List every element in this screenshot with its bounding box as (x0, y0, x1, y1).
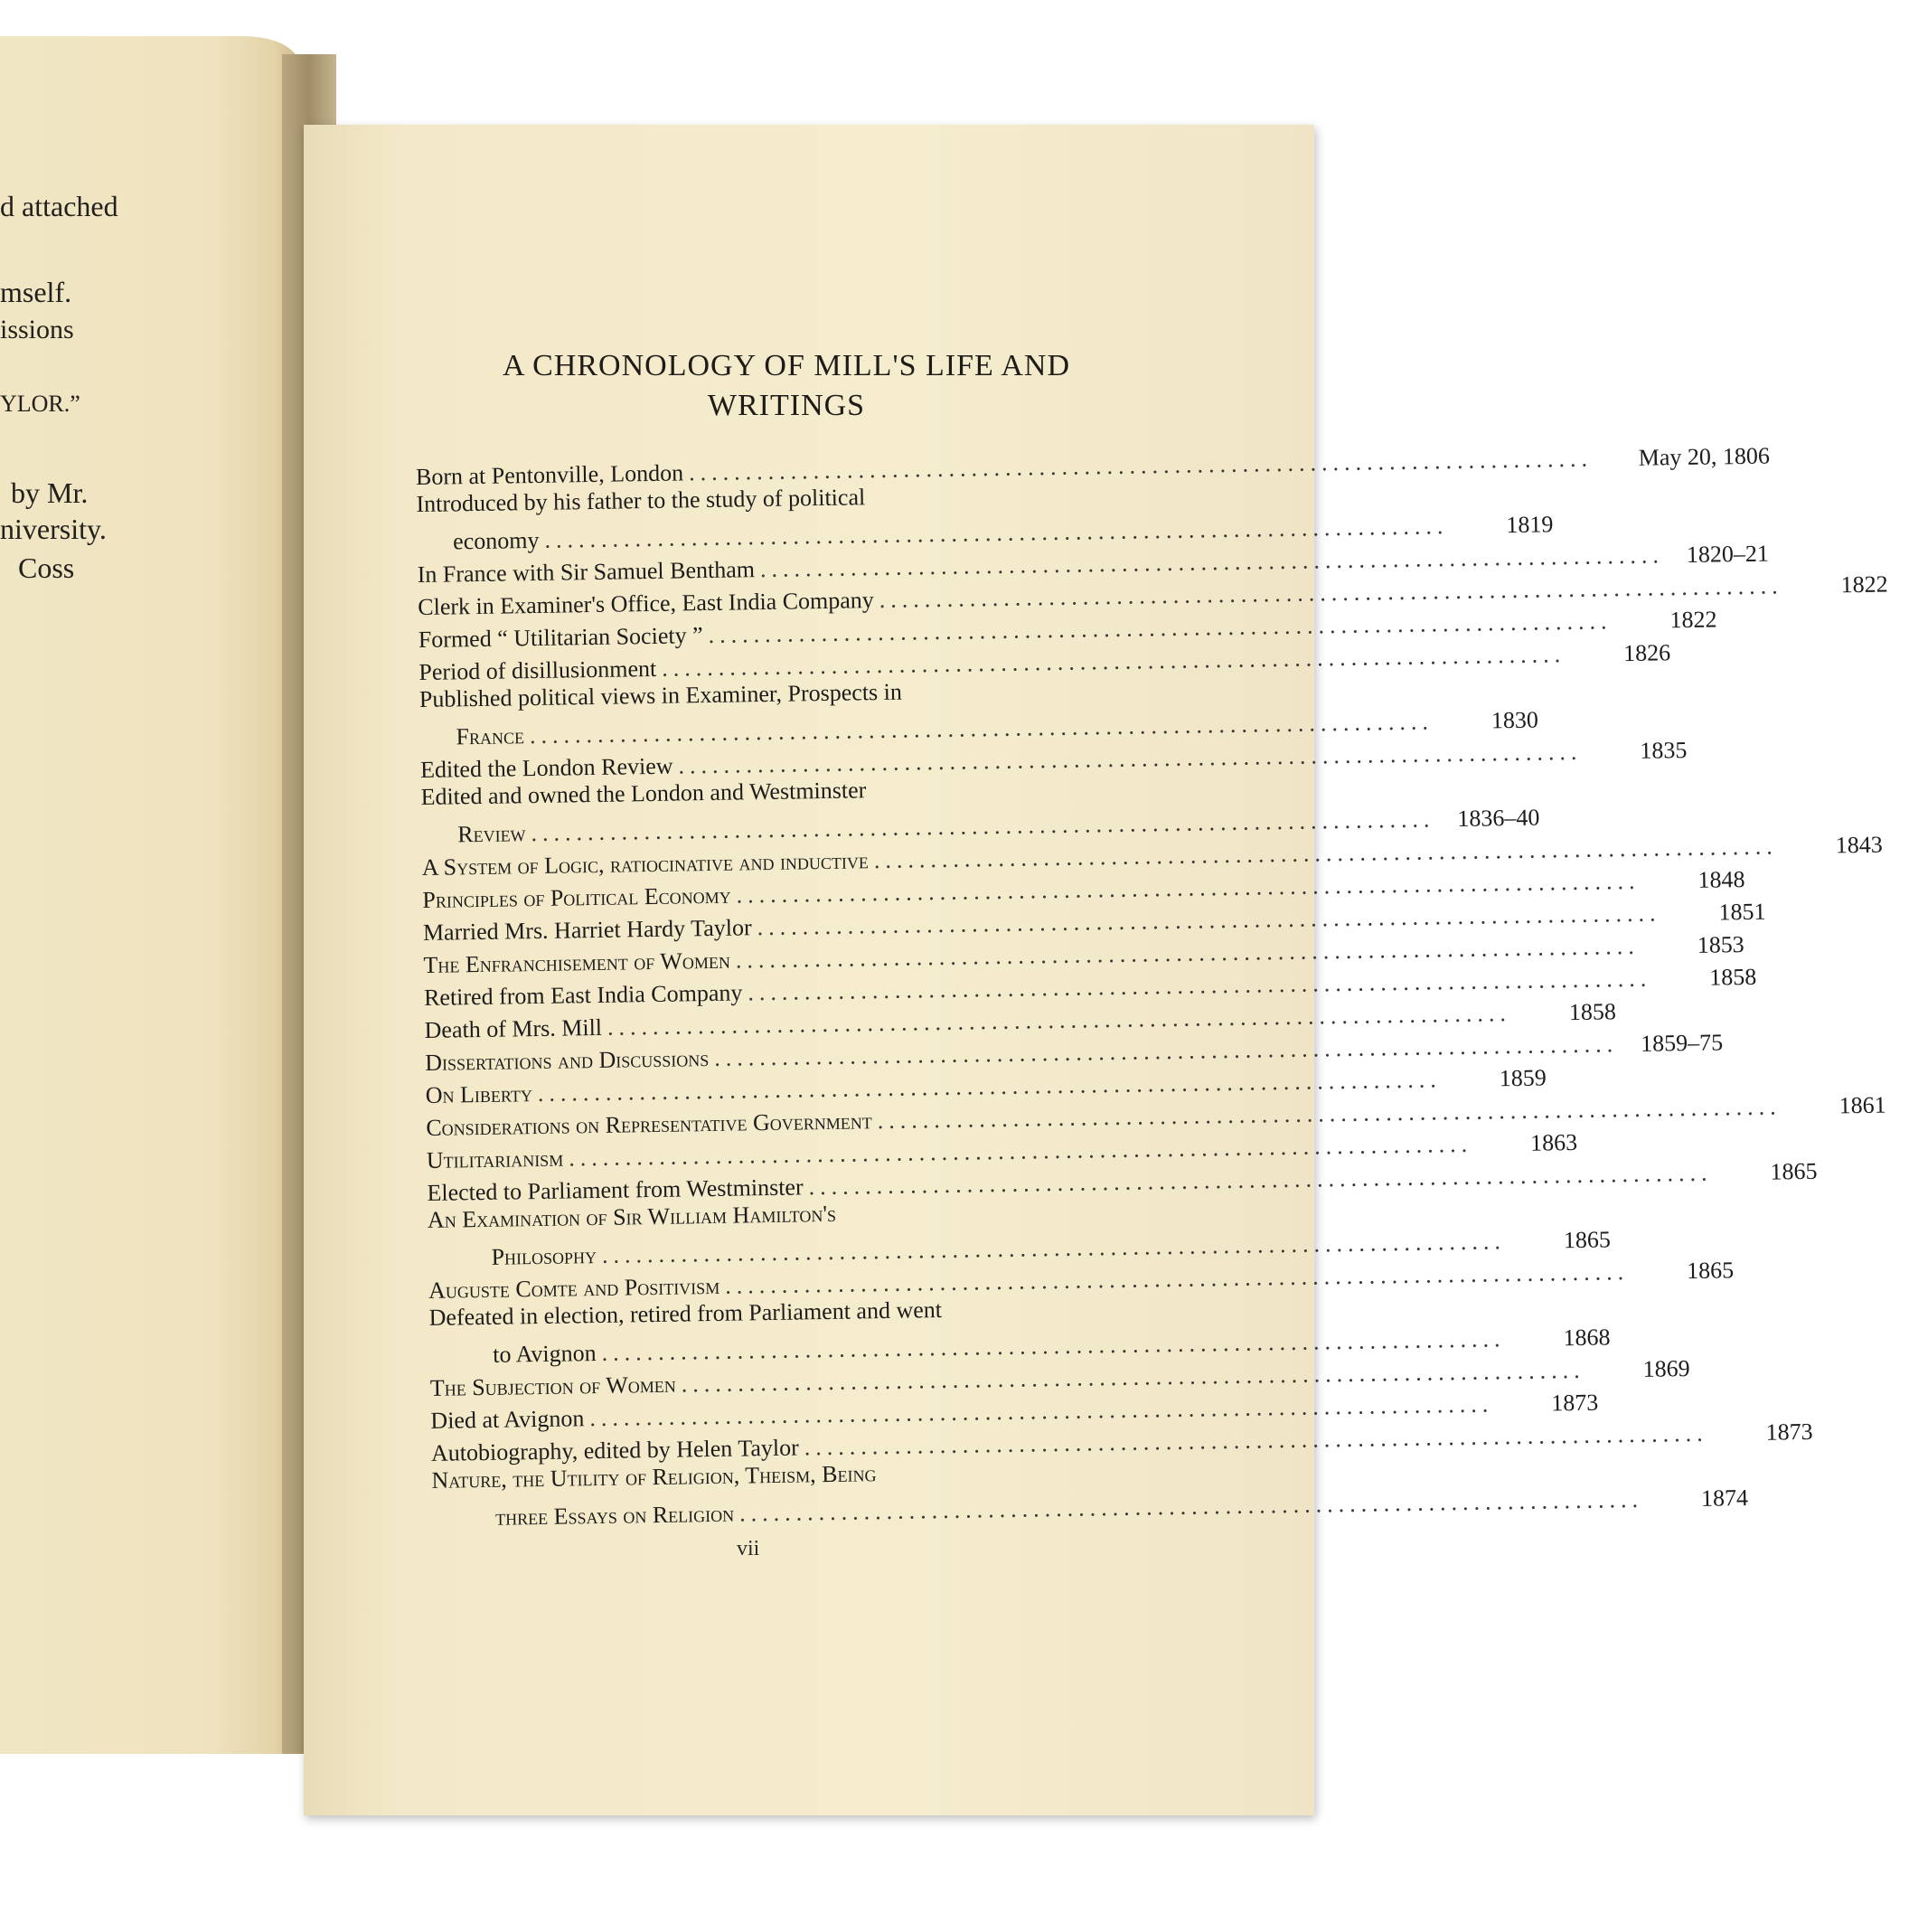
entry-row: A System of Logic, ratiocinative and inductive ................................................................................ 1843 (421, 831, 1884, 881)
entry-year: 1858 (1709, 963, 1757, 991)
entry-year: 1858 (1568, 998, 1617, 1026)
entry-title: A System of Logic, ratiocinative and inductive (421, 847, 870, 881)
entry-year: 1820–21 (1686, 540, 1770, 568)
entry-title: Formed “ Utilitarian Society ” (418, 622, 703, 654)
entry-title: Autobiography, edited by Helen Taylor (430, 1434, 800, 1466)
entry-title: Clerk in Examiner's Office, East India Company (418, 587, 875, 621)
entry-continuation: to Avignon (493, 1340, 597, 1368)
entry-row: economy ................................................................................ 1819 (417, 512, 1167, 556)
entry-year: 1822 (1840, 570, 1888, 598)
entry-continuation: three Essays on Religion (494, 1500, 735, 1531)
entry-continuation: Philosophy (491, 1242, 597, 1270)
entry-year: 1822 (1669, 606, 1717, 634)
entry-year: 1826 (1622, 639, 1671, 667)
entry-title: Nature, the Utility of Religion, Theism, Being (431, 1460, 877, 1494)
entry-row: Death of Mrs. Mill ................................................................................ 1858 (424, 998, 1617, 1043)
entry-year: 1836–40 (1457, 804, 1540, 832)
entry-year: 1861 (1838, 1091, 1886, 1119)
entry-row: Married Mrs. Harriet Hardy Taylor ................................................................................ 1851 (422, 898, 1766, 946)
entry-year: 1853 (1697, 931, 1744, 958)
entry-row: Elected to Parliament from Westminster ................................................................................ 1865 (427, 1157, 1818, 1206)
entry-title: Death of Mrs. Mill (424, 1013, 603, 1043)
entry-year: 1851 (1718, 898, 1766, 926)
entry-title: Period of disillusionment (418, 655, 657, 686)
entry-row: In France with Sir Samuel Bentham ................................................................................ 1820–21 (417, 540, 1770, 589)
entry-row: The Subjection of Women ................................................................................ 1869 (429, 1355, 1690, 1401)
entry-title: Published political views in Examiner, Prospects in (418, 678, 903, 713)
entry-year: 1835 (1640, 736, 1688, 764)
entry-year: 1873 (1765, 1418, 1813, 1446)
entry-title: Auguste Comte and Positivism (428, 1272, 720, 1304)
entry-year: 1873 (1550, 1389, 1599, 1417)
left-fragment: d attached (0, 190, 118, 222)
entry-year: 1859 (1499, 1064, 1547, 1092)
entry-year: 1865 (1563, 1226, 1612, 1254)
entry-row: to Avignon ................................................................................ 1868 (429, 1325, 1180, 1370)
entry-row: Edited the London Review ................................................................................ 1835 (419, 736, 1688, 783)
entry-row: Born at Pentonville, London ................................................................................ May 20, 1806 (415, 442, 1771, 491)
entry-year: 1868 (1563, 1324, 1611, 1352)
entry-row: Period of disillusionment ................................................................................ 1826 (418, 639, 1671, 686)
left-fragment: issions (0, 315, 74, 344)
entry-title: Edited and owned the London and Westminster (420, 777, 867, 810)
left-fragment: mself. (0, 276, 72, 308)
entry-continuation: Review (457, 820, 526, 848)
entry-row: Utilitarianism ................................................................................ 1863 (426, 1128, 1578, 1173)
entry-row: Formed “ Utilitarian Society ” ................................................................................ 1822 (418, 606, 1717, 654)
entry-row: Died at Avignon ................................................................................ 1873 (430, 1389, 1599, 1434)
entry-title: An Examination of Sir William Hamilton's (427, 1200, 837, 1233)
left-fragment: Coss (18, 551, 75, 584)
entry-year: 1819 (1506, 511, 1554, 539)
entry-year: 1863 (1529, 1128, 1578, 1156)
entry-title: Introduced by his father to the study of political (416, 484, 866, 518)
entry-title: Dissertations and Discussions (424, 1045, 710, 1076)
entry-continuation: France (456, 722, 525, 750)
entry-title: Considerations on Representative Government (426, 1107, 873, 1141)
entry-year: 1874 (1700, 1484, 1749, 1512)
entry-title: In France with Sir Samuel Bentham (417, 556, 756, 589)
entry-year: 1859–75 (1640, 1029, 1724, 1057)
entry-row: On Liberty ................................................................................ 1859 (425, 1064, 1547, 1108)
left-fragment: niversity. (0, 513, 107, 545)
entry-title: Utilitarianism (426, 1145, 564, 1173)
entry-title: On Liberty (425, 1080, 533, 1108)
left-fragment: YLOR.” (0, 391, 80, 417)
entry-title: Born at Pentonville, London (415, 459, 684, 491)
title-line-2: WRITINGS (707, 389, 866, 422)
page-number: vii (737, 1537, 760, 1560)
entry-year: 1865 (1770, 1157, 1818, 1185)
entry-row: three Essays on Religion ................................................................................ 1874 (432, 1488, 1182, 1532)
entry-title: The Enfranchisement of Women (423, 947, 731, 978)
entry-row: Autobiography, edited by Helen Taylor ................................................................................ 1873 (430, 1418, 1813, 1466)
entry-title: Elected to Parliament from Westminster (427, 1173, 804, 1206)
entry-title: Retired from East India Company (423, 979, 743, 1011)
entry-year: 1848 (1697, 865, 1745, 893)
entry-title: Edited the London Review (419, 752, 673, 783)
entry-year: 1843 (1835, 831, 1884, 859)
entry-row: The Enfranchisement of Women ................................................................................ 1853 (423, 931, 1744, 978)
entry-title: Married Mrs. Harriet Hardy Taylor (422, 914, 752, 946)
entry-row: Retired from East India Company ................................................................................ 1858 (423, 963, 1757, 1011)
entry-year: 1830 (1491, 706, 1539, 734)
entry-title: Died at Avignon (430, 1405, 585, 1434)
entry-row: Principles of Political Economy ................................................................................ 1848 (422, 865, 1745, 913)
title-line-1: A CHRONOLOGY OF MILL'S LIFE AND (502, 349, 1071, 382)
entry-year: 1869 (1642, 1355, 1690, 1382)
entry-title: The Subjection of Women (429, 1371, 676, 1401)
entry-row: France ................................................................................ 1830 (419, 707, 1170, 751)
entry-row: Considerations on Representative Government ................................................................................ 1861 (426, 1091, 1886, 1141)
entry-continuation: economy (452, 526, 540, 555)
entry-title: Principles of Political Economy (422, 881, 731, 913)
entry-row: Dissertations and Discussions ................................................................................ 1859–75 (424, 1029, 1724, 1076)
entry-row: Philosophy ................................................................................ 1865 (428, 1228, 1178, 1272)
entry-title: Defeated in election, retired from Parliament and went (428, 1296, 943, 1331)
entry-row: Auguste Comte and Positivism ................................................................................ 1865 (428, 1257, 1735, 1304)
entry-row: Review ................................................................................ 1836–40 (421, 805, 1171, 849)
entry-year: 1865 (1686, 1257, 1735, 1285)
entry-row: Clerk in Examiner's Office, East India Company ................................................................................ 1822 (418, 570, 1888, 621)
entry-year: May 20, 1806 (1638, 442, 1771, 471)
left-fragment: by Mr. (11, 476, 89, 509)
